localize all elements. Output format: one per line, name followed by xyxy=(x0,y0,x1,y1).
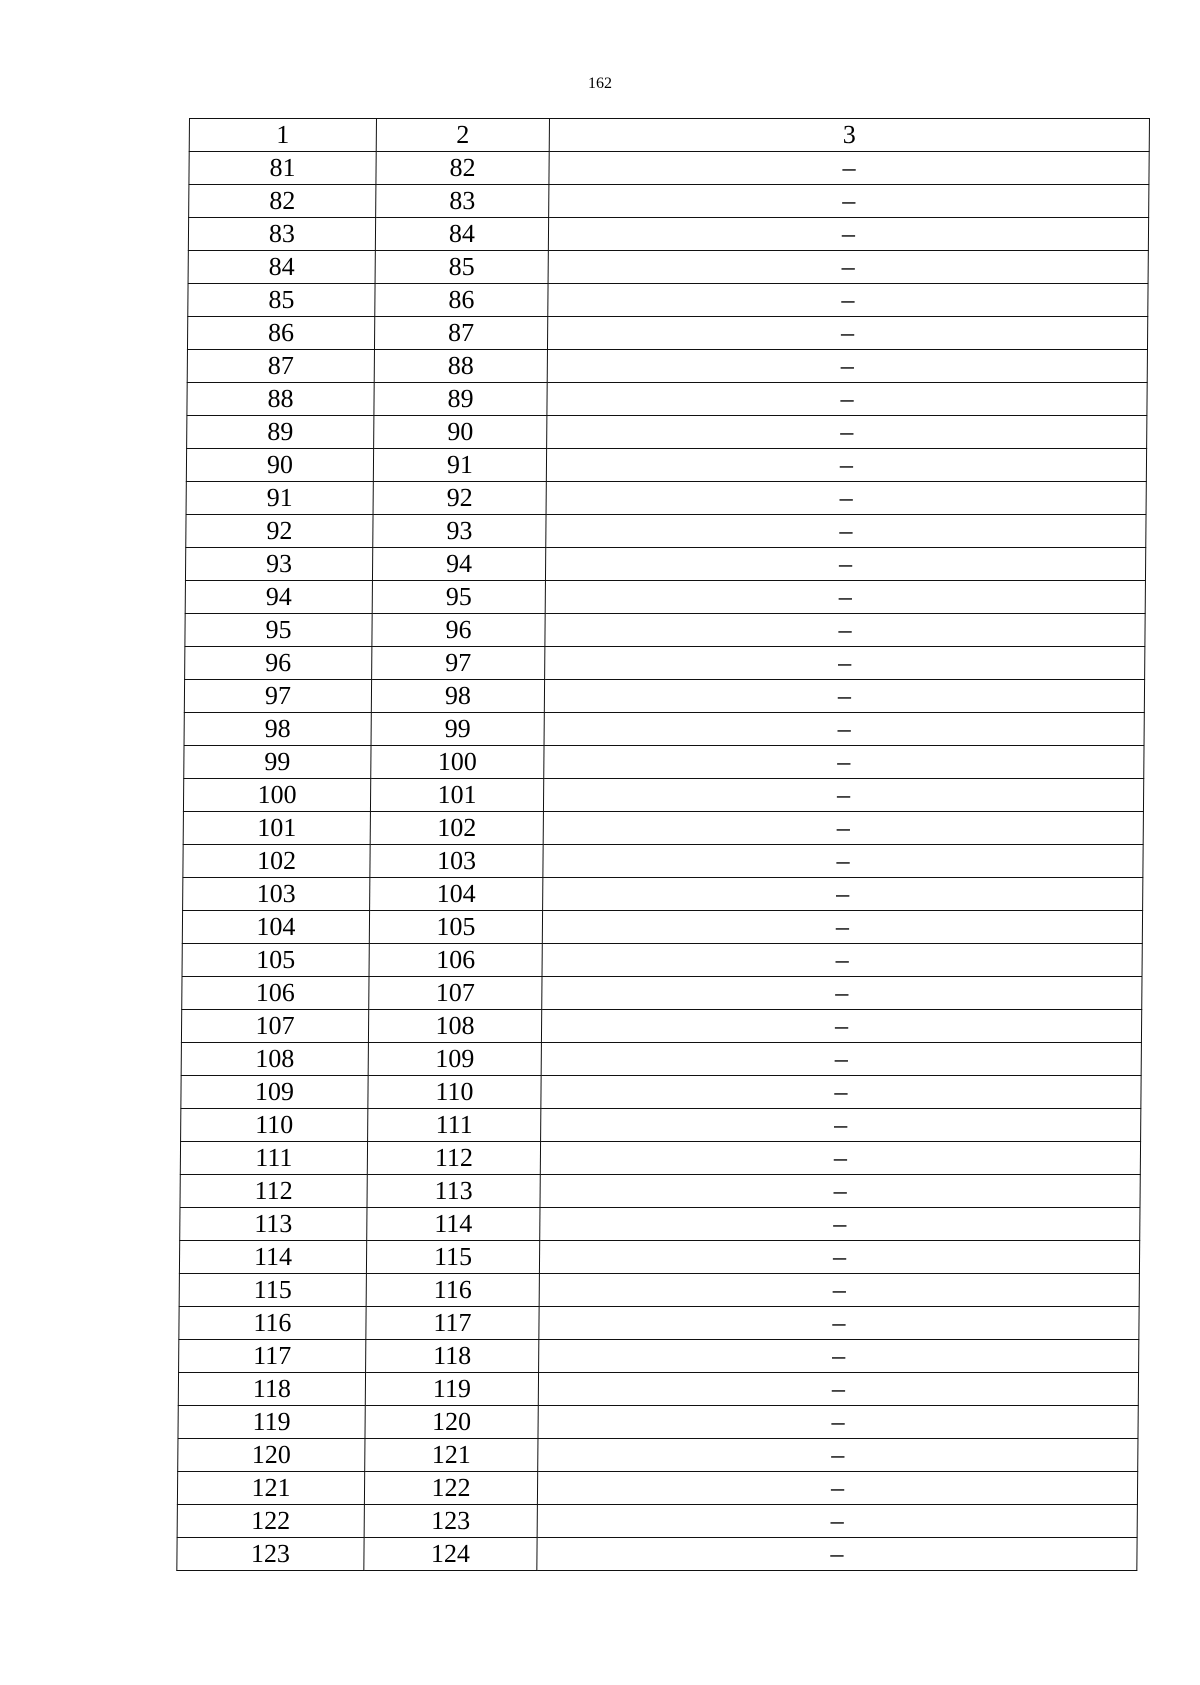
table-row xyxy=(178,1439,1138,1472)
table-cell-col3: – xyxy=(544,713,1144,746)
table-cell-col1: 111 xyxy=(180,1142,367,1175)
table-cell-col2: 101 xyxy=(370,779,543,812)
column-header-1: 1 xyxy=(189,119,376,152)
table-row xyxy=(182,944,1142,977)
table-cell-col1: 105 xyxy=(182,944,369,977)
table-cell-col2: 93 xyxy=(373,515,546,548)
table-cell-col1: 123 xyxy=(177,1538,364,1571)
table-row xyxy=(180,1142,1140,1175)
table-cell-col3: – xyxy=(542,977,1142,1010)
table-row xyxy=(181,1109,1141,1142)
table-header-row xyxy=(189,119,1149,152)
table-cell-col2: 114 xyxy=(367,1208,540,1241)
table-cell-col2: 108 xyxy=(368,1010,541,1043)
table-cell-col1: 97 xyxy=(184,680,371,713)
table-cell-col3: – xyxy=(541,1109,1141,1142)
page-number: 162 xyxy=(588,75,612,92)
table-cell-col1: 119 xyxy=(178,1406,365,1439)
table-cell-col3: – xyxy=(538,1439,1138,1472)
table-cell-col1: 90 xyxy=(186,449,373,482)
table-cell-col1: 103 xyxy=(183,878,370,911)
table-row xyxy=(189,185,1149,218)
table-cell-col2: 92 xyxy=(373,482,546,515)
table-cell-col2: 99 xyxy=(371,713,544,746)
table-cell-col2: 89 xyxy=(374,383,547,416)
table-cell-col2: 84 xyxy=(375,218,548,251)
table-row xyxy=(187,416,1147,449)
table-cell-col2: 98 xyxy=(371,680,544,713)
table-cell-col3: – xyxy=(543,845,1143,878)
table-row xyxy=(186,449,1146,482)
table-cell-col3: – xyxy=(539,1340,1139,1373)
table-cell-col2: 120 xyxy=(365,1406,538,1439)
column-header-2: 2 xyxy=(376,119,549,152)
table-cell-col3: – xyxy=(543,812,1143,845)
table-row xyxy=(187,383,1147,416)
table-row xyxy=(189,152,1149,185)
table-cell-col1: 120 xyxy=(178,1439,365,1472)
table-row xyxy=(188,284,1148,317)
table-cell-col2: 86 xyxy=(375,284,548,317)
table-cell-col2: 82 xyxy=(376,152,549,185)
table-cell-col2: 115 xyxy=(366,1241,539,1274)
table-cell-col3: – xyxy=(537,1538,1137,1571)
table-cell-col1: 113 xyxy=(180,1208,367,1241)
table-row xyxy=(178,1406,1138,1439)
table-cell-col1: 104 xyxy=(182,911,369,944)
table-cell-col1: 121 xyxy=(177,1472,364,1505)
table-row xyxy=(183,845,1143,878)
table-row xyxy=(181,1043,1141,1076)
table-cell-col2: 90 xyxy=(374,416,547,449)
table-cell-col1: 102 xyxy=(183,845,370,878)
table-cell-col3: – xyxy=(541,1010,1141,1043)
table-row xyxy=(183,779,1143,812)
table-cell-col1: 94 xyxy=(185,581,372,614)
table-cell-col3: – xyxy=(541,1043,1141,1076)
table-cell-col1: 122 xyxy=(177,1505,364,1538)
table-row xyxy=(181,1076,1141,1109)
table-cell-col2: 122 xyxy=(364,1472,537,1505)
table-cell-col3: – xyxy=(549,152,1149,185)
table-row xyxy=(186,482,1146,515)
table-cell-col2: 103 xyxy=(370,845,543,878)
table-cell-col2: 85 xyxy=(375,251,548,284)
column-header-3: 3 xyxy=(549,119,1149,152)
table-cell-col2: 107 xyxy=(369,977,542,1010)
table-cell-col2: 118 xyxy=(366,1340,539,1373)
table-cell-col1: 112 xyxy=(180,1175,367,1208)
table-cell-col1: 92 xyxy=(186,515,373,548)
table-cell-col2: 96 xyxy=(372,614,545,647)
table-cell-col1: 114 xyxy=(179,1241,366,1274)
table-cell-col3: – xyxy=(539,1307,1139,1340)
table-cell-col3: – xyxy=(548,218,1148,251)
table-cell-col2: 95 xyxy=(372,581,545,614)
table-cell-col2: 110 xyxy=(368,1076,541,1109)
table-cell-col2: 106 xyxy=(369,944,542,977)
table-cell-col1: 99 xyxy=(184,746,371,779)
table-row xyxy=(178,1373,1138,1406)
table-row xyxy=(180,1175,1140,1208)
table-cell-col3: – xyxy=(546,449,1146,482)
table-cell-col2: 105 xyxy=(369,911,542,944)
table-cell-col3: – xyxy=(549,185,1149,218)
table-row xyxy=(182,977,1142,1010)
table-cell-col3: – xyxy=(539,1274,1139,1307)
table-cell-col1: 116 xyxy=(179,1307,366,1340)
data-table xyxy=(176,118,1150,1571)
table-cell-col2: 83 xyxy=(376,185,549,218)
table-cell-col2: 104 xyxy=(370,878,543,911)
table-cell-col1: 87 xyxy=(187,350,374,383)
table-cell-col3: – xyxy=(544,746,1144,779)
table-row xyxy=(184,713,1144,746)
table-cell-col1: 83 xyxy=(188,218,375,251)
table-cell-col3: – xyxy=(545,614,1145,647)
table-cell-col2: 87 xyxy=(374,317,547,350)
table-row xyxy=(185,581,1145,614)
table-cell-col3: – xyxy=(540,1208,1140,1241)
table-row xyxy=(179,1307,1139,1340)
table-row xyxy=(186,515,1146,548)
table-cell-col3: – xyxy=(541,1076,1141,1109)
table-row xyxy=(180,1208,1140,1241)
table-cell-col2: 100 xyxy=(371,746,544,779)
table-row xyxy=(184,680,1144,713)
table-cell-col1: 96 xyxy=(185,647,372,680)
table-row xyxy=(185,647,1145,680)
table-cell-col1: 115 xyxy=(179,1274,366,1307)
table-cell-col1: 84 xyxy=(188,251,375,284)
table-cell-col1: 93 xyxy=(185,548,372,581)
table-row xyxy=(183,812,1143,845)
table-cell-col3: – xyxy=(540,1142,1140,1175)
table-body xyxy=(177,119,1150,1571)
table-cell-col3: – xyxy=(538,1373,1138,1406)
table-cell-col1: 118 xyxy=(178,1373,365,1406)
table-cell-col3: – xyxy=(546,515,1146,548)
table-cell-col3: – xyxy=(548,251,1148,284)
table-cell-col3: – xyxy=(547,350,1147,383)
table-cell-col3: – xyxy=(547,383,1147,416)
table-cell-col3: – xyxy=(537,1472,1137,1505)
table-cell-col3: – xyxy=(543,779,1143,812)
table-row xyxy=(177,1505,1137,1538)
table-cell-col3: – xyxy=(545,647,1145,680)
table-cell-col3: – xyxy=(537,1505,1137,1538)
table-cell-col1: 117 xyxy=(179,1340,366,1373)
table-cell-col3: – xyxy=(543,878,1143,911)
table-cell-col3: – xyxy=(544,680,1144,713)
table-cell-col1: 110 xyxy=(181,1109,368,1142)
table-row xyxy=(181,1010,1141,1043)
table-cell-col1: 106 xyxy=(182,977,369,1010)
table-cell-col2: 102 xyxy=(370,812,543,845)
table-cell-col1: 89 xyxy=(187,416,374,449)
table-row xyxy=(177,1472,1137,1505)
table-row xyxy=(184,746,1144,779)
table-cell-col1: 82 xyxy=(189,185,376,218)
table-row xyxy=(183,878,1143,911)
table-cell-col2: 124 xyxy=(364,1538,537,1571)
table-row xyxy=(179,1340,1139,1373)
table-cell-col1: 109 xyxy=(181,1076,368,1109)
table-cell-col3: – xyxy=(542,911,1142,944)
table-cell-col3: – xyxy=(538,1406,1138,1439)
table-cell-col1: 107 xyxy=(181,1010,368,1043)
table-row xyxy=(187,317,1147,350)
table-row xyxy=(187,350,1147,383)
table-cell-col2: 109 xyxy=(368,1043,541,1076)
table-cell-col3: – xyxy=(548,284,1148,317)
table-cell-col1: 100 xyxy=(183,779,370,812)
table-cell-col3: – xyxy=(542,944,1142,977)
table-row xyxy=(185,548,1145,581)
table-cell-col2: 97 xyxy=(372,647,545,680)
table-cell-col2: 91 xyxy=(373,449,546,482)
table-row xyxy=(188,218,1148,251)
table-cell-col1: 86 xyxy=(187,317,374,350)
table-cell-col1: 85 xyxy=(188,284,375,317)
table-cell-col2: 88 xyxy=(374,350,547,383)
table-cell-col2: 94 xyxy=(372,548,545,581)
table-cell-col3: – xyxy=(545,581,1145,614)
table-cell-col2: 113 xyxy=(367,1175,540,1208)
table-cell-col2: 123 xyxy=(364,1505,537,1538)
table-cell-col1: 88 xyxy=(187,383,374,416)
table-row xyxy=(182,911,1142,944)
table-cell-col2: 121 xyxy=(365,1439,538,1472)
table-cell-col1: 91 xyxy=(186,482,373,515)
table-cell-col1: 95 xyxy=(185,614,372,647)
table-cell-col3: – xyxy=(547,416,1147,449)
table-cell-col2: 119 xyxy=(365,1373,538,1406)
table-row xyxy=(179,1241,1139,1274)
table-row xyxy=(177,1538,1137,1571)
table-cell-col1: 101 xyxy=(183,812,370,845)
table-cell-col3: – xyxy=(546,482,1146,515)
table-cell-col1: 98 xyxy=(184,713,371,746)
table-row xyxy=(185,614,1145,647)
table-cell-col1: 81 xyxy=(189,152,376,185)
table-cell-col2: 111 xyxy=(368,1109,541,1142)
table-cell-col3: – xyxy=(540,1175,1140,1208)
table-cell-col2: 117 xyxy=(366,1307,539,1340)
table-cell-col3: – xyxy=(539,1241,1139,1274)
table-row xyxy=(188,251,1148,284)
table-cell-col3: – xyxy=(545,548,1145,581)
table-cell-col3: – xyxy=(547,317,1147,350)
table-row xyxy=(179,1274,1139,1307)
table-cell-col2: 112 xyxy=(367,1142,540,1175)
table-cell-col2: 116 xyxy=(366,1274,539,1307)
table-cell-col1: 108 xyxy=(181,1043,368,1076)
